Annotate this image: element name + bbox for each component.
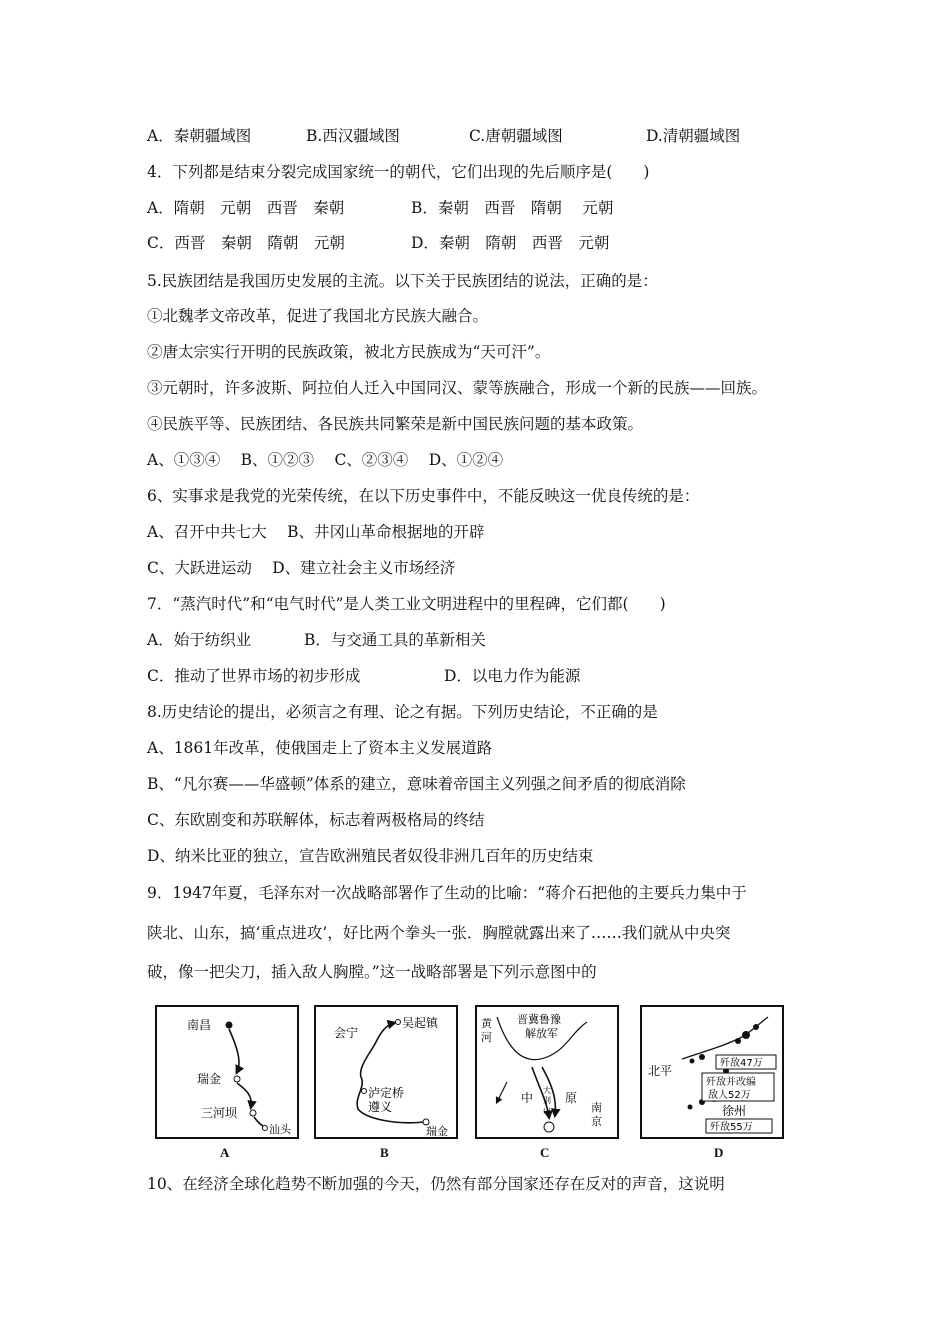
label-diren-52: 敌人52万 bbox=[708, 1090, 751, 1101]
place-beiping: 北平 bbox=[648, 1064, 673, 1078]
map-d bbox=[640, 1005, 784, 1139]
place-ruijin-a: 瑞金 bbox=[197, 1072, 222, 1086]
place-sanheba: 三河坝 bbox=[201, 1106, 238, 1120]
q4-stem: 4．下列都是结束分裂完成国家统一的朝代，它们出现的先后顺序是( ) bbox=[147, 163, 650, 181]
q7-option-d: D．以电力作为能源 bbox=[444, 667, 581, 685]
q5-statement-1: ①北魏孝文帝改革，促进了我国北方民族大融合。 bbox=[147, 307, 489, 325]
place-zhong: 中 bbox=[521, 1091, 534, 1105]
place-ruijin-b: 瑞金 bbox=[426, 1125, 448, 1137]
place-shantou: 汕头 bbox=[269, 1123, 291, 1136]
place-huang: 黄 bbox=[481, 1017, 492, 1030]
place-ludingqiao: 泸定桥 bbox=[368, 1086, 405, 1100]
label-jiandi-gaibian: 歼敌并改编 bbox=[706, 1077, 756, 1088]
q3-option-d: D.清朝疆域图 bbox=[646, 127, 741, 145]
label-jiandi-47: 歼敌47万 bbox=[720, 1058, 763, 1069]
map-c-diagram bbox=[477, 1007, 617, 1137]
q4-option-d: D．秦朝 隋朝 西晋 元朝 bbox=[411, 234, 610, 252]
place-nanchang: 南昌 bbox=[187, 1018, 212, 1032]
map-b bbox=[314, 1005, 458, 1139]
q7-option-b: B．与交通工具的革新相关 bbox=[304, 631, 486, 649]
map-d-diagram bbox=[642, 1007, 782, 1137]
map-b-label: B bbox=[380, 1145, 389, 1160]
place-jiefangjun: 解放军 bbox=[525, 1027, 558, 1040]
place-da: 大 bbox=[543, 1086, 551, 1095]
q8-option-b: B、“凡尔赛——华盛顿”体系的建立，意味着帝国主义列强之间矛盾的彻底消除 bbox=[147, 775, 686, 793]
q3-option-b: B.西汉疆域图 bbox=[306, 127, 400, 145]
q5-statement-2: ②唐太宗实行开明的民族政策，被北方民族成为“天可汗”。 bbox=[147, 343, 551, 361]
q8-stem: 8.历史结论的提出，必须言之有理、论之有据。下列历史结论，不正确的是 bbox=[147, 703, 658, 721]
q6-options-cd: C、大跃进运动 D、建立社会主义市场经济 bbox=[147, 559, 456, 577]
q9-text-line-2: 陕北、山东，搞‘重点进攻’，好比两个拳头一张．胸膛就露出来了……我们就从中央突 bbox=[147, 924, 731, 942]
q10-stem: 10、在经济全球化趋势不断加强的今天，仍然有部分国家还存在反对的声音，这说明 bbox=[147, 1175, 725, 1193]
q6-stem: 6、实事求是我党的光荣传统，在以下历史事件中，不能反映这一优良传统的是： bbox=[147, 487, 700, 505]
q4-option-b: B．秦朝 西晋 隋朝 元朝 bbox=[411, 199, 614, 217]
place-nan: 南 bbox=[591, 1101, 602, 1114]
map-c bbox=[475, 1005, 619, 1139]
map-a bbox=[155, 1005, 299, 1139]
map-a-diagram bbox=[157, 1007, 297, 1137]
place-shan: 山 bbox=[543, 1106, 551, 1115]
place-jinjiluyu: 晋冀鲁豫 bbox=[517, 1013, 561, 1026]
place-huining: 会宁 bbox=[334, 1026, 359, 1040]
q8-option-c: C、东欧剧变和苏联解体，标志着两极格局的终结 bbox=[147, 811, 485, 829]
q4-option-c: C．西晋 秦朝 隋朝 元朝 bbox=[147, 234, 345, 252]
place-wuqizhen: 吴起镇 bbox=[402, 1016, 439, 1030]
q7-stem: 7．“蒸汽时代”和“电气时代”是人类工业文明进程中的里程碑，它们都( ) bbox=[147, 595, 666, 613]
q8-option-a: A、1861年改革，使俄国走上了资本主义发展道路 bbox=[147, 739, 493, 757]
q5-statement-3: ③元朝时，许多波斯、阿拉伯人迁入中国同汉、蒙等族融合，形成一个新的民族——回族。 bbox=[147, 379, 768, 397]
q7-option-c: C．推动了世界市场的初步形成 bbox=[147, 667, 361, 685]
q5-statement-4: ④民族平等、民族团结、各民族共同繁荣是新中国民族问题的基本政策。 bbox=[147, 415, 644, 433]
q3-option-c: C.唐朝疆域图 bbox=[469, 127, 563, 145]
map-d-label: D bbox=[714, 1145, 724, 1160]
map-c-label: C bbox=[540, 1145, 550, 1160]
q4-option-a: A．隋朝 元朝 西晋 秦朝 bbox=[147, 199, 345, 217]
q5-options: A、①③④ B、①②③ C、②③④ D、①②④ bbox=[147, 451, 504, 469]
q3-option-a: A．秦朝疆域图 bbox=[147, 127, 252, 145]
place-zunyi: 遵义 bbox=[368, 1100, 393, 1114]
map-b-diagram bbox=[316, 1007, 456, 1137]
q7-option-a: A．始于纺织业 bbox=[147, 631, 252, 649]
place-he: 河 bbox=[481, 1031, 492, 1044]
place-jing: 京 bbox=[591, 1115, 602, 1128]
q5-stem: 5.民族团结是我国历史发展的主流。以下关于民族团结的说法，正确的是： bbox=[147, 272, 658, 290]
q9-text-line-1: 9．1947年夏，毛泽东对一次战略部署作了生动的比喻：“蒋介石把他的主要兵力集中于 bbox=[147, 884, 747, 902]
label-jiandi-55: 歼敌55万 bbox=[710, 1122, 753, 1133]
place-yuan: 原 bbox=[565, 1091, 578, 1105]
map-a-label: A bbox=[220, 1145, 230, 1160]
place-xuzhou: 徐州 bbox=[722, 1104, 747, 1118]
q8-option-d: D、纳米比亚的独立，宣告欧洲殖民者奴役非洲几百年的历史结束 bbox=[147, 847, 594, 865]
q6-options-ab: A、召开中共七大 B、井冈山革命根据地的开辟 bbox=[147, 523, 485, 541]
place-bie: 别 bbox=[543, 1096, 551, 1105]
q9-text-line-3: 破，像一把尖刀，插入敌人胸膛。”这一战略部署是下列示意图中的 bbox=[147, 963, 597, 981]
